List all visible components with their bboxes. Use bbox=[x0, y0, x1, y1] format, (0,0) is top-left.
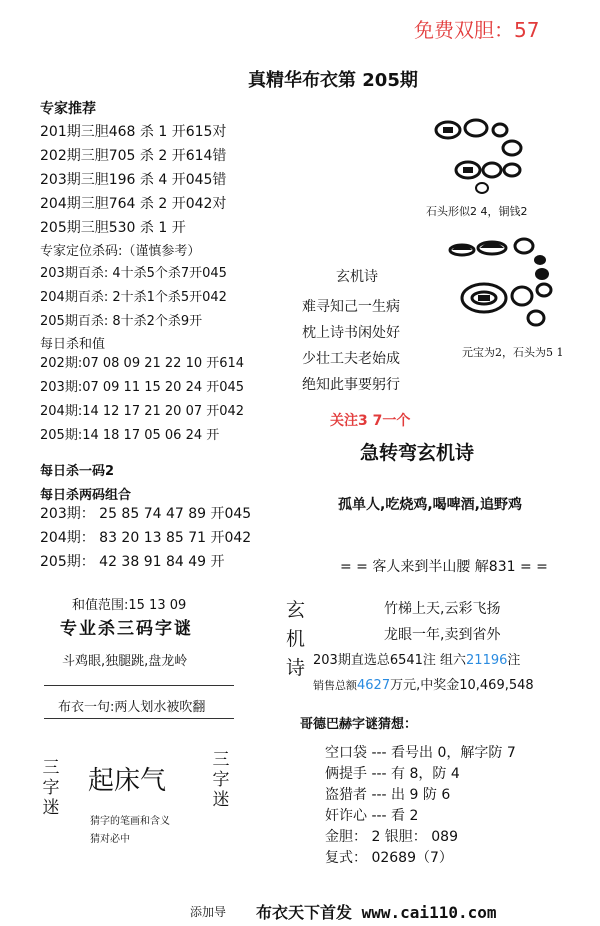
riddle-right-vertical: 三字迷 bbox=[212, 750, 230, 810]
list-item: 202期:07 08 09 21 22 10 开614 bbox=[40, 356, 245, 371]
list-item: 205期： 42 38 91 84 49 开 bbox=[40, 554, 225, 570]
list-item: 205期:14 18 17 05 06 24 开 bbox=[40, 428, 220, 443]
daily-one-code: 每日杀一码2 bbox=[40, 464, 115, 479]
riddle-main: 起床气 bbox=[88, 766, 167, 796]
list-item: 203期： 25 85 74 47 89 开045 bbox=[40, 506, 252, 522]
sum-range: 和值范围:15 13 09 bbox=[72, 598, 187, 613]
list-item: 203期三胆196 杀 4 开045错 bbox=[40, 172, 227, 188]
lottery-text: 注 bbox=[507, 653, 521, 668]
poem-line: 少壮工夫老始成 bbox=[302, 351, 400, 367]
divider bbox=[44, 718, 234, 719]
xjs-line-1: 竹梯上天,云彩飞扬 bbox=[384, 601, 501, 617]
sharp-turn-title: 急转弯玄机诗 bbox=[360, 442, 475, 464]
lottery-text: 203期直选总6541注 组六 bbox=[313, 653, 467, 668]
vertical-char: 诗 bbox=[286, 657, 306, 679]
footer-add-link[interactable]: 添加导 bbox=[190, 905, 227, 919]
lottery-highlight: 4627 bbox=[357, 678, 391, 693]
footer-brand: 布衣天下首发 www.cai110.com bbox=[256, 903, 497, 922]
lottery-line-2 bbox=[313, 674, 534, 693]
riddle-hint2: 猜对必中 bbox=[90, 834, 130, 845]
riddle-left-vertical: 三字迷 bbox=[42, 758, 60, 818]
daily-sum-heading: 每日杀和值 bbox=[40, 337, 106, 352]
xuan-ji-shi-vertical bbox=[286, 596, 305, 683]
daily-two-list bbox=[40, 502, 251, 574]
list-item: 203期百杀: 4十杀5个杀7开045 bbox=[40, 266, 227, 281]
list-item: 金胆： 2 银胆： 089 bbox=[325, 829, 458, 845]
daily-two-heading: 每日杀两码组合 bbox=[40, 488, 132, 503]
list-item: 204期： 83 20 13 85 71 开042 bbox=[40, 530, 252, 546]
list-item: 复式： 02689（7） bbox=[325, 850, 453, 866]
poem-line: 绝知此事要躬行 bbox=[302, 377, 400, 393]
lottery-text: 万元,中奖金10,469,548 bbox=[390, 678, 534, 693]
list-item: 俩提手 --- 有 8，防 4 bbox=[325, 766, 460, 782]
stone-coin-picture bbox=[430, 112, 534, 198]
vertical-char: 机 bbox=[286, 628, 306, 650]
expert-list bbox=[40, 120, 226, 240]
list-item: 奸诈心 --- 看 2 bbox=[325, 808, 419, 824]
ingot-stone-picture bbox=[448, 234, 558, 334]
position-kill-heading: 专家定位杀码:（谨慎参考） bbox=[40, 244, 201, 259]
kill-three-title: 专业杀三码字谜 bbox=[60, 619, 193, 639]
position-kill-list bbox=[40, 262, 227, 334]
poem-line: 难寻知己一生病 bbox=[302, 299, 400, 315]
list-item: 204期:14 12 17 21 20 07 开042 bbox=[40, 404, 245, 419]
free-double-bile: 免费双胆：57 bbox=[414, 18, 540, 42]
xuanji-poem-heading: 玄机诗 bbox=[336, 269, 378, 285]
picture-caption-1: 石头形似2 4，铜钱2 bbox=[426, 205, 528, 218]
list-item: 205期百杀: 8十杀2个杀9开 bbox=[40, 314, 203, 329]
goethe-list bbox=[325, 743, 516, 869]
sharp-turn-text: 孤单人,吃烧鸡,喝啤酒,追野鸡 bbox=[338, 497, 522, 513]
list-item: 空口袋 --- 看号出 0，解字防 7 bbox=[325, 745, 516, 761]
goethe-heading: 哥德巴赫字谜猜想： bbox=[300, 717, 418, 732]
list-item: 205期三胆530 杀 1 开 bbox=[40, 220, 186, 236]
lottery-line-1 bbox=[313, 649, 520, 668]
xjs-line-2: 龙眼一年,卖到省外 bbox=[384, 627, 501, 643]
list-item: 盗猎者 --- 出 9 防 6 bbox=[325, 787, 451, 803]
xuanji-poem bbox=[302, 294, 400, 398]
lottery-highlight: 21196 bbox=[466, 653, 508, 668]
list-item: 203期:07 09 11 15 20 24 开045 bbox=[40, 380, 245, 395]
page-title: 真精华布衣第 205期 bbox=[248, 70, 418, 91]
poem-line: 枕上诗书闲处好 bbox=[302, 325, 400, 341]
list-item: 201期三胆468 杀 1 开615对 bbox=[40, 124, 227, 140]
guest-line: = = 客人来到半山腰 解831 = = bbox=[340, 559, 548, 575]
list-item: 204期三胆764 杀 2 开042对 bbox=[40, 196, 227, 212]
focus-numbers: 关注3 7一个 bbox=[330, 413, 411, 429]
divider bbox=[44, 685, 234, 686]
buyi-sentence: 布衣一句:两人划水被吹翻 bbox=[58, 700, 206, 715]
picture-caption-2: 元宝为2，石头为5 1 bbox=[462, 346, 564, 359]
list-item: 204期百杀: 2十杀1个杀5开042 bbox=[40, 290, 227, 305]
expert-heading: 专家推荐 bbox=[40, 101, 96, 117]
riddle-hint1: 猜字的笔画和含义 bbox=[90, 816, 170, 827]
daily-sum-list bbox=[40, 352, 244, 448]
kill-three-text: 斗鸡眼,独腿跳,盘龙岭 bbox=[62, 654, 188, 669]
lottery-text: 销售总额 bbox=[313, 679, 357, 692]
list-item: 202期三胆705 杀 2 开614错 bbox=[40, 148, 227, 164]
vertical-char: 玄 bbox=[286, 599, 306, 621]
